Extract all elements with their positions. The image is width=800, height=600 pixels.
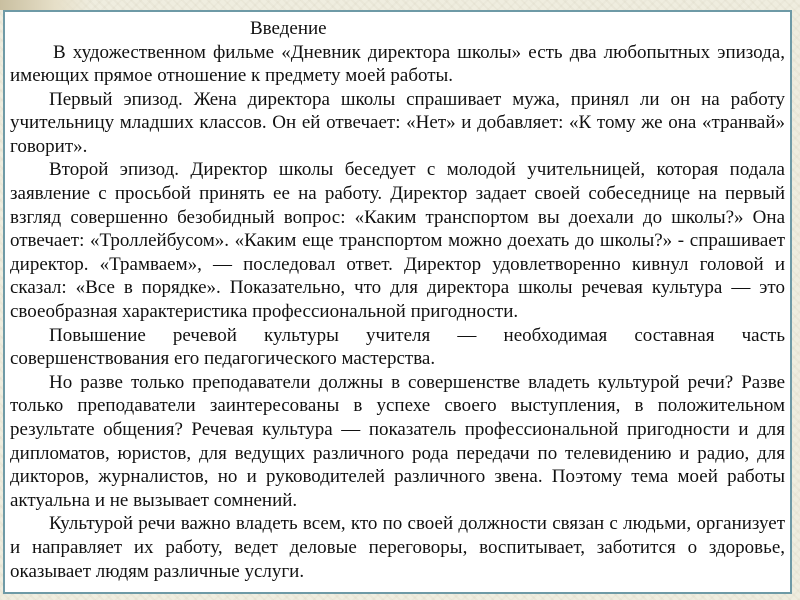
paragraph-episode-two: Второй эпизод. Директор школы беседует с молодой учительницей, которая подала заявление с просьбой принять ее на работу. Директор задает своей собеседнице на первый взгляд совершенно безобидный вопрос: «Каким транспортом вы доехали до школы?» Она отвечает: «Троллейбусом». «Каким еще транспортом можно доехать до школы?» - спрашивает директор. «Трамваем», — последовал ответ. Директор удовлетворенно кивнул головой и сказал: «Все в порядке». Показательно, что для директора школы речевая культура — это своеобразная характеристика профессиональной пригодности. xyxy=(10,159,785,323)
paragraph-intro: В художественном фильме «Дневник директора школы» есть два любопытных эпизода, имеющих прямое отношение к предмету моей работы. xyxy=(10,41,785,87)
paragraph-topic-relevance: Но разве только преподаватели должны в совершенстве владеть культурой речи? Разве только преподаватели заинтересованы в успехе своего выступления, в положительном результате общения? Речевая культура — показатель профессиональной пригодности и для дипломатов, юристов, для ведущих различного рода передачи по телевидению и радио, для дикторов, журналистов, но и руководителей различного звена. Поэтому тема моей работы актуальна и не вызывает сомнений. xyxy=(10,371,785,511)
paragraph-conclusion: Культурой речи важно владеть всем, кто по своей должности связан с людьми, организует и направляет их работу, ведет деловые переговоры, воспитывает, заботится о здоровье, оказывает людям различные услуги. xyxy=(10,513,785,582)
paragraph-teacher-speech-culture: Повышение речевой культуры учителя — необходимая составная часть совершенствования его педагогического мастерства. xyxy=(10,324,785,370)
corner-ribbon-decoration xyxy=(0,0,92,10)
document-text-frame xyxy=(3,10,792,594)
paragraph-episode-one: Первый эпизод. Жена директора школы спрашивает мужа, принял ли он на работу учительницу младших классов. Он ей отвечает: «Нет» и добавляет: «К тому же она «транвай» говорит». xyxy=(10,88,785,157)
document-title: Введение xyxy=(250,18,327,39)
